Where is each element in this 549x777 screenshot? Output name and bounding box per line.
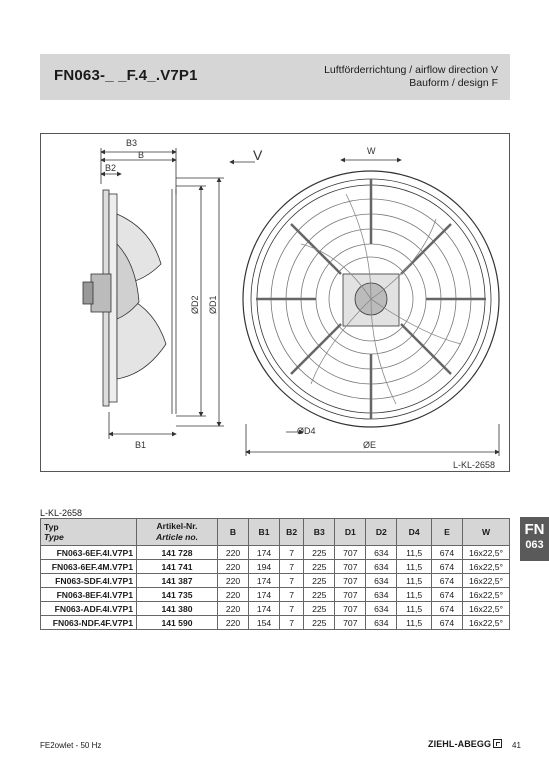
col-article-header	[137, 519, 218, 546]
col-d1-header: D1	[335, 519, 366, 546]
cell-e: 674	[431, 560, 462, 574]
col-d2-header: D2	[366, 519, 397, 546]
cell-d4: 11,5	[397, 616, 432, 630]
design-label: Bauform / design F	[409, 77, 498, 89]
cell-w: 16x22,5°	[463, 560, 510, 574]
cell-b: 220	[218, 602, 249, 616]
table-row	[41, 546, 510, 560]
cell-b1: 194	[249, 560, 280, 574]
section-tab	[520, 517, 549, 561]
cell-article: 141 380	[137, 602, 218, 616]
cell-b: 220	[218, 546, 249, 560]
cell-b3: 225	[304, 588, 335, 602]
page-title: FN063-_ _F.4_.V7P1	[54, 67, 198, 84]
brand-logo	[428, 739, 502, 749]
dim-d1-label: ØD1	[208, 295, 218, 314]
cell-b1: 174	[249, 588, 280, 602]
airflow-direction-label: Luftförderrichtung / airflow direction V	[324, 64, 498, 76]
cell-b: 220	[218, 588, 249, 602]
cell-b: 220	[218, 616, 249, 630]
col-b-header: B	[218, 519, 249, 546]
cell-d4: 11,5	[397, 588, 432, 602]
cell-e: 674	[431, 588, 462, 602]
cell-w: 16x22,5°	[463, 602, 510, 616]
table-row	[41, 574, 510, 588]
cell-type: FN063-6EF.4I.V7P1	[41, 546, 137, 560]
cell-d1: 707	[335, 560, 366, 574]
fan-drawing-svg	[41, 134, 511, 473]
cell-type: FN063-SDF.4I.V7P1	[41, 574, 137, 588]
cell-d1: 707	[335, 602, 366, 616]
cell-w: 16x22,5°	[463, 546, 510, 560]
cell-d1: 707	[335, 546, 366, 560]
dim-d4-label: ØD4	[297, 426, 316, 436]
dim-e-label: ØE	[363, 440, 377, 450]
cell-e: 674	[431, 602, 462, 616]
col-type-de: Typ	[44, 522, 59, 532]
cell-b1: 174	[249, 574, 280, 588]
cell-b: 220	[218, 574, 249, 588]
dim-b1-label: B1	[135, 440, 147, 450]
cell-d2: 634	[366, 616, 397, 630]
technical-drawing	[40, 133, 510, 472]
col-b2-header: B2	[280, 519, 304, 546]
table-row	[41, 560, 510, 574]
dim-d2-label: ØD2	[190, 295, 200, 314]
page-header	[40, 54, 510, 100]
cell-d2: 634	[366, 560, 397, 574]
table-row	[41, 616, 510, 630]
cell-d2: 634	[366, 574, 397, 588]
cell-b3: 225	[304, 560, 335, 574]
cell-b1: 154	[249, 616, 280, 630]
dimension-table	[40, 518, 510, 630]
col-d4-header: D4	[397, 519, 432, 546]
cell-e: 674	[431, 616, 462, 630]
table-row	[41, 588, 510, 602]
cell-d4: 11,5	[397, 602, 432, 616]
dim-b-label: B	[138, 150, 145, 160]
cell-b2: 7	[280, 616, 304, 630]
cell-b2: 7	[280, 560, 304, 574]
cell-article: 141 735	[137, 588, 218, 602]
col-type-header	[41, 519, 137, 546]
cell-e: 674	[431, 546, 462, 560]
side-view	[83, 148, 255, 439]
col-e-header: E	[431, 519, 462, 546]
cell-b1: 174	[249, 602, 280, 616]
cell-d4: 11,5	[397, 574, 432, 588]
section-tab-series: FN	[524, 521, 545, 538]
table-caption: L-KL-2658	[40, 508, 83, 518]
cell-b3: 225	[304, 602, 335, 616]
cell-d1: 707	[335, 616, 366, 630]
col-b3-header: B3	[304, 519, 335, 546]
col-article-en: Article no.	[155, 532, 199, 542]
brand-name: ZIEHL-ABEGG	[428, 739, 492, 749]
cell-w: 16x22,5°	[463, 574, 510, 588]
brand-mark-icon	[493, 739, 502, 748]
cell-d4: 11,5	[397, 546, 432, 560]
cell-d1: 707	[335, 588, 366, 602]
col-w-header: W	[463, 519, 510, 546]
cell-article: 141 741	[137, 560, 218, 574]
dim-b2-label: B2	[105, 163, 117, 173]
table-header-row	[41, 519, 510, 546]
col-type-en: Type	[44, 532, 64, 542]
cell-type: FN063-ADF.4I.V7P1	[41, 602, 137, 616]
cell-article: 141 387	[137, 574, 218, 588]
cell-type: FN063-NDF.4F.V7P1	[41, 616, 137, 630]
cell-d2: 634	[366, 546, 397, 560]
cell-w: 16x22,5°	[463, 616, 510, 630]
cell-d2: 634	[366, 602, 397, 616]
cell-type: FN063-8EF.4I.V7P1	[41, 588, 137, 602]
cell-type: FN063-6EF.4M.V7P1	[41, 560, 137, 574]
cell-d2: 634	[366, 588, 397, 602]
cell-d4: 11,5	[397, 560, 432, 574]
cell-e: 674	[431, 574, 462, 588]
front-view	[243, 160, 499, 456]
cell-w: 16x22,5°	[463, 588, 510, 602]
cell-b2: 7	[280, 574, 304, 588]
cell-b1: 174	[249, 546, 280, 560]
col-b1-header: B1	[249, 519, 280, 546]
cell-article: 141 728	[137, 546, 218, 560]
footer-series-note: FE2owlet - 50 Hz	[40, 741, 102, 750]
table-row	[41, 602, 510, 616]
dim-w-label: W	[367, 146, 376, 156]
cell-article: 141 590	[137, 616, 218, 630]
col-article-de: Artikel-Nr.	[156, 521, 198, 531]
cell-b: 220	[218, 560, 249, 574]
section-tab-size: 063	[525, 539, 544, 551]
cell-b3: 225	[304, 616, 335, 630]
drawing-ref-label: L-KL-2658	[453, 460, 496, 470]
dim-b3-label: B3	[126, 138, 138, 148]
page-number: 41	[512, 741, 521, 750]
cell-b2: 7	[280, 546, 304, 560]
cell-b2: 7	[280, 588, 304, 602]
cell-b3: 225	[304, 574, 335, 588]
cell-b2: 7	[280, 602, 304, 616]
cell-d1: 707	[335, 574, 366, 588]
cell-b3: 225	[304, 546, 335, 560]
airflow-v-label: V	[253, 147, 263, 163]
